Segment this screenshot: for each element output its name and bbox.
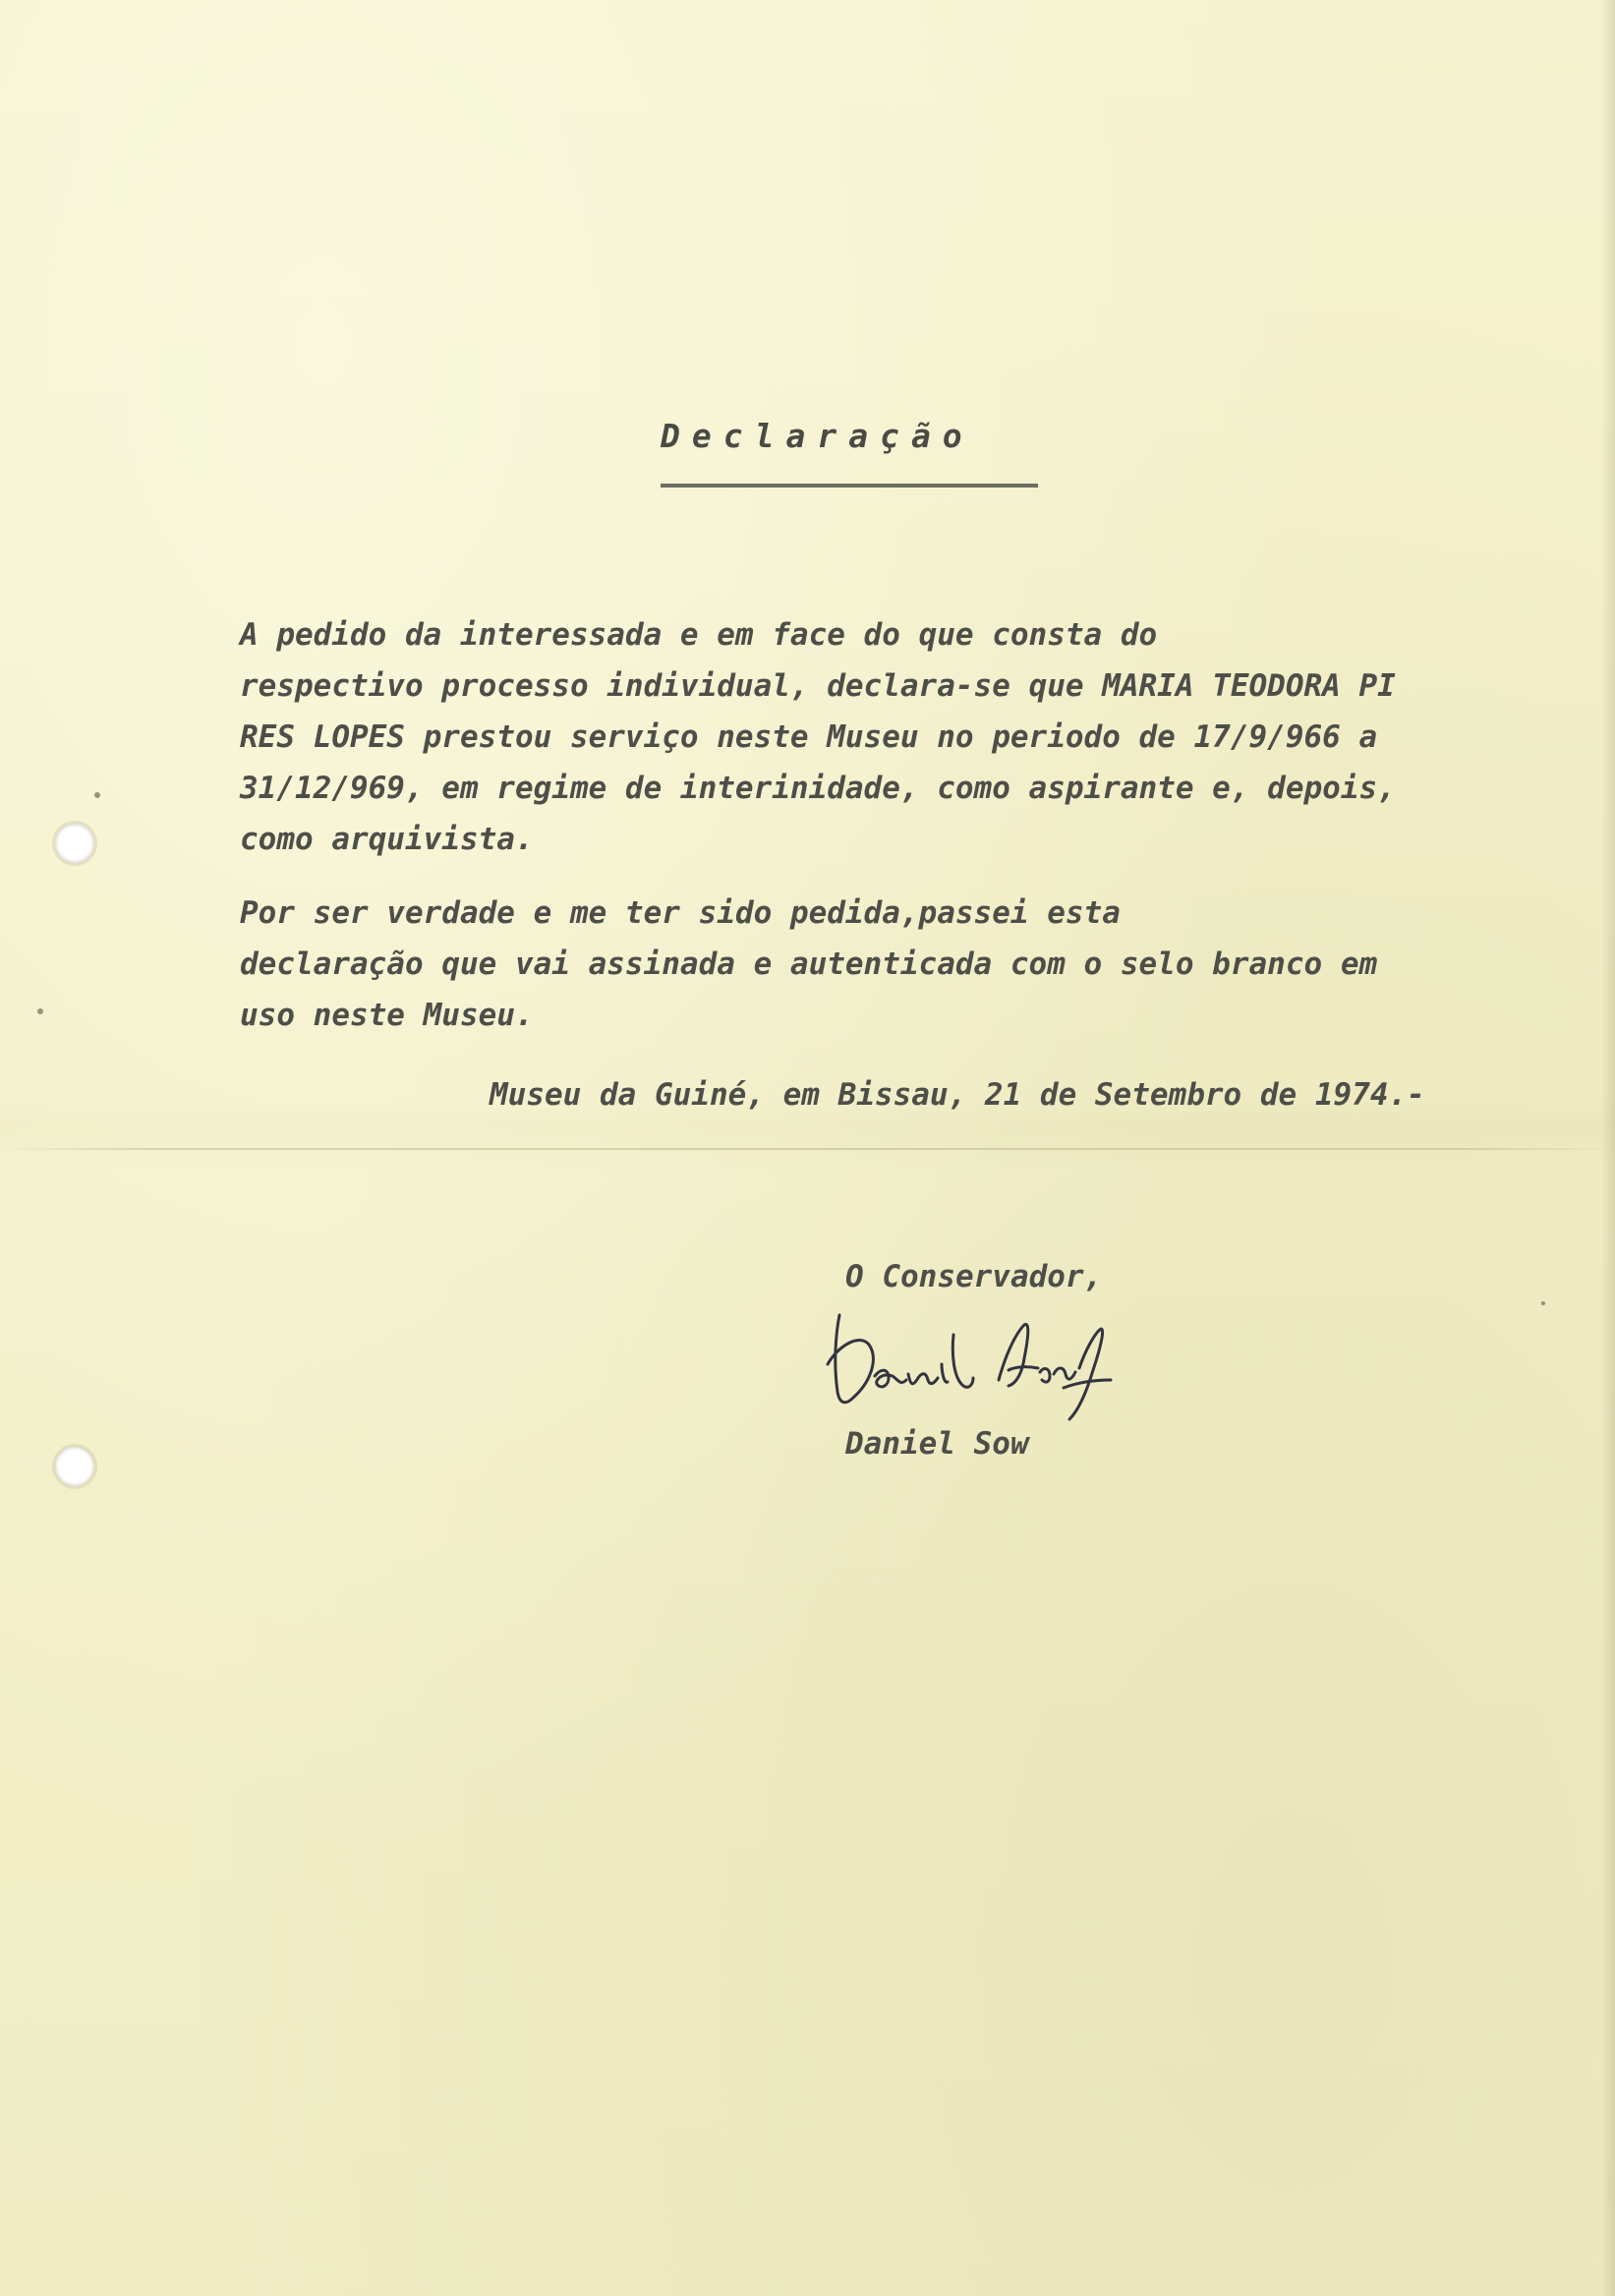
paper-edge-shadow xyxy=(1601,0,1615,2296)
paragraph-line: respectivo processo individual, declara-se que MARIA TEODORA PI xyxy=(240,668,1396,704)
paper-speck xyxy=(94,792,100,798)
paper-fold-line xyxy=(0,1148,1615,1150)
paragraph-line: declaração que vai assinada e autenticada com o selo branco em xyxy=(240,947,1378,982)
document-title: Declaração xyxy=(661,417,974,455)
paragraph-line: A pedido da interessada e em face do que consta do xyxy=(240,617,1158,653)
signatory-name: Daniel Sow xyxy=(845,1426,1029,1462)
declaration-paragraph-2 xyxy=(240,888,1377,1041)
punch-hole-bottom xyxy=(55,1447,94,1486)
paragraph-line: uso neste Museu. xyxy=(240,998,534,1033)
title-underline xyxy=(661,484,1038,488)
paragraph-line: como arquivista. xyxy=(240,822,534,857)
paragraph-line: 31/12/969, em regime de interinidade, como aspirante e, depois, xyxy=(240,771,1396,806)
place-and-date: Museu da Guiné, em Bissau, 21 de Setembro de 1974.- xyxy=(490,1077,1425,1113)
handwritten-signature xyxy=(806,1295,1121,1423)
punch-hole-top xyxy=(55,824,94,863)
paper-speck xyxy=(1541,1301,1545,1305)
paragraph-line: Por ser verdade e me ter sido pedida,passei esta xyxy=(240,895,1121,931)
paragraph-line: RES LOPES prestou serviço neste Museu no periodo de 17/9/966 a xyxy=(240,719,1378,755)
paper-speck xyxy=(37,1008,43,1014)
signatory-role: O Conservador, xyxy=(845,1259,1103,1294)
declaration-paragraph-1 xyxy=(240,609,1396,865)
